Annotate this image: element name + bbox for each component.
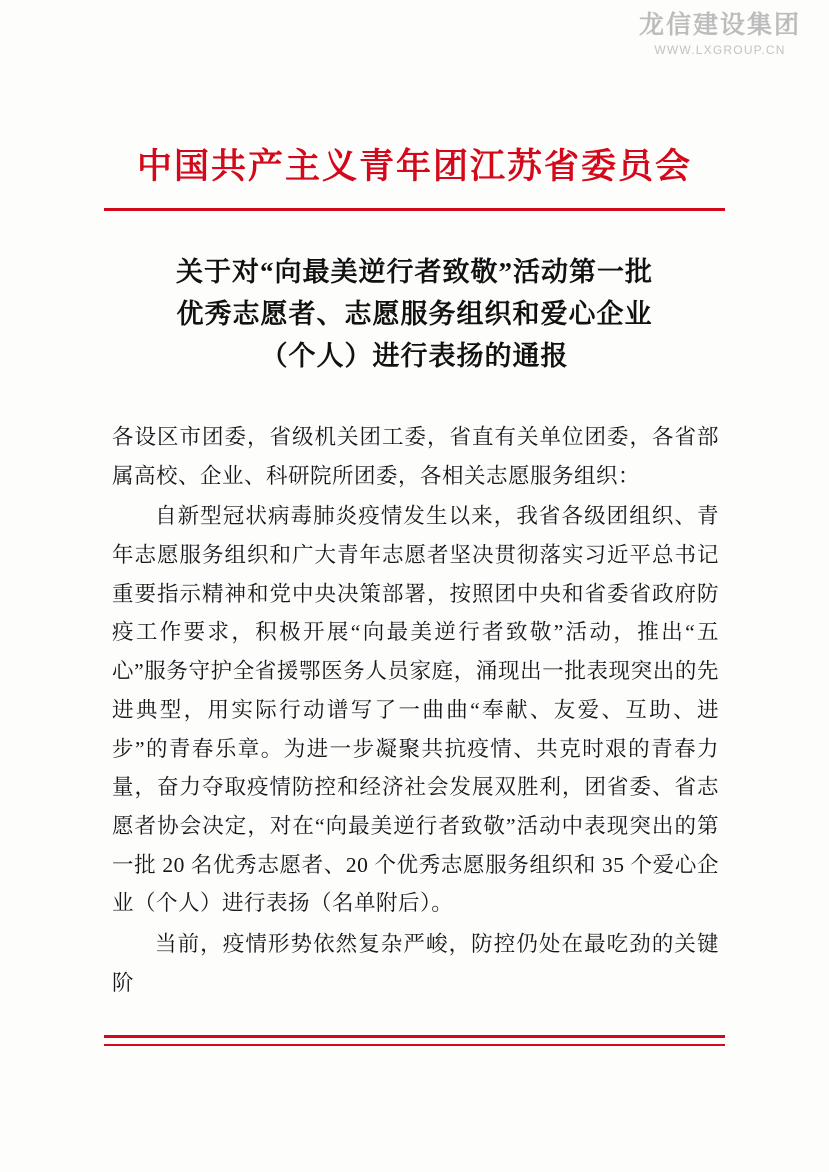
issuing-organization: 中国共产主义青年团江苏省委员会 bbox=[136, 147, 692, 186]
header-rule bbox=[104, 208, 725, 211]
document-title-line-1: 关于对“向最美逆行者致敬”活动第一批 bbox=[176, 257, 653, 287]
watermark-company-name: 龙信建设集团 bbox=[638, 11, 801, 39]
watermark bbox=[639, 10, 801, 57]
footer-rule-lower bbox=[104, 1044, 725, 1046]
watermark-website: WWW.LXGROUP.CN bbox=[654, 43, 786, 57]
footer-rule-upper bbox=[104, 1035, 725, 1038]
salutation-paragraph: 各设区市团委，省级机关团工委，省直有关单位团委，各省部属高校、企业、科研院所团委，各相关志愿服务组织： bbox=[112, 425, 719, 488]
document-title bbox=[118, 252, 711, 378]
masthead bbox=[0, 148, 829, 187]
body-paragraph-2: 当前，疫情形势依然复杂严峻，防控仍处在最吃劲的关键阶 bbox=[112, 931, 719, 995]
document-body bbox=[112, 418, 719, 1004]
document-title-line-2: 优秀志愿者、志愿服务组织和爱心企业 bbox=[176, 298, 653, 329]
document-title-line-3: （个人）进行表扬的通报 bbox=[260, 340, 569, 371]
body-paragraph-1: 自新型冠状病毒肺炎疫情发生以来，我省各级团组织、青年志愿服务组织和广大青年志愿者坚决贯彻落实习近平总书记重要指示精神和党中央决策部署，按照团中央和省委省政府防疫工作要求，积极开展“向最美逆行者致敬”活动，推出“五心”服务守护全省援鄂医务人员家庭，涌现出一批表现突出的先进典型，用实际行动谱写了一曲曲“奉献、友爱、互助、进步”的青春乐章。为进一步凝聚共抗疫情、共克时艰的青春力量，奋力夺取疫情防控和经济社会发展双胜利，团省委、省志愿者协会决定，对在“向最美逆行者致敬”活动中表现突出的第一批 20 名优秀志愿者、20 个优秀志愿服务组织和 35 个爱心企业（个人）进行表扬（名单附后）。 bbox=[112, 504, 719, 916]
